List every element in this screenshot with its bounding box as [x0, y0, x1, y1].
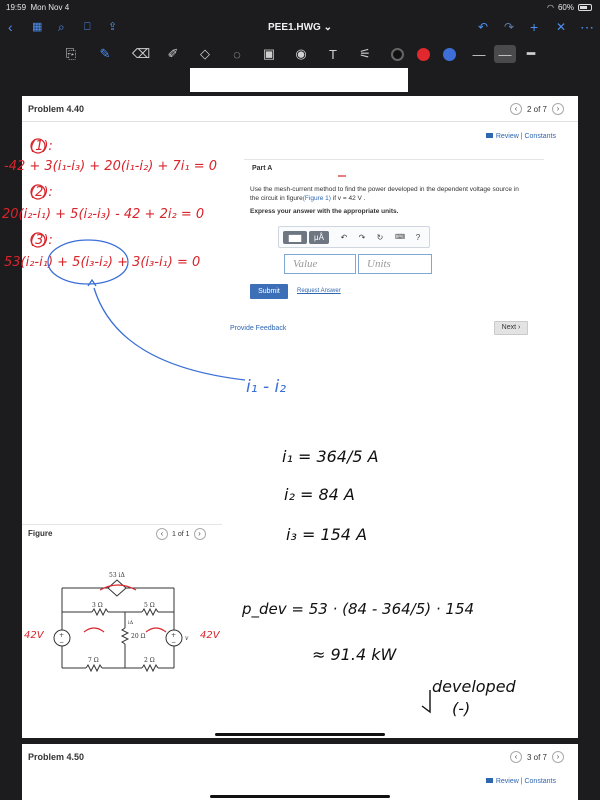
page-header [22, 96, 578, 122]
svg-text:+: + [171, 632, 177, 639]
medium-line-icon[interactable]: — [494, 45, 516, 63]
dependent-source-label: 53 iΔ [109, 572, 125, 579]
mesh-1-label: (1): [30, 139, 53, 154]
status-time [6, 3, 69, 12]
source-v-label: v [185, 635, 189, 642]
dependent-source-diamond [108, 580, 126, 596]
battery-percent: 60% [557, 3, 574, 12]
i1-result: i₁ = 364/5 A [282, 447, 379, 466]
problem-counter: 3 of 7 [526, 752, 547, 762]
mesh-2-label: (2): [30, 185, 53, 200]
review-constants-link[interactable] [486, 133, 556, 140]
prev-figure-button[interactable]: ‹ [156, 528, 168, 540]
grid-icon[interactable]: ▦ [32, 21, 43, 33]
problem-title: Problem 4.40 [28, 104, 85, 114]
next-figure-button[interactable]: › [194, 528, 206, 540]
home-indicator [210, 795, 390, 798]
figure-label: Figure [28, 529, 53, 538]
circuit-diagram [52, 572, 212, 682]
mesh-2-equation: 20(i₂-i₁) + 5(i₂-i₃) - 42 + 2i₂ = 0 [2, 207, 205, 222]
bookmark-icon[interactable]: ⎕ [84, 21, 91, 33]
next-problem-button[interactable]: › [552, 751, 564, 763]
left-source-note: 42V [24, 630, 44, 641]
question-line-2: the circuit in figure [250, 195, 303, 202]
date-text: Mon Nov 4 [30, 3, 70, 12]
power-result: ≈ 91.4 kW [312, 645, 397, 664]
next-button[interactable]: Next › [494, 321, 528, 335]
resistor-7-ohm [86, 665, 102, 671]
resistor-20-ohm [122, 628, 128, 644]
plus-icon[interactable]: + [530, 19, 539, 35]
problem-counter: 2 of 7 [526, 104, 547, 114]
units-symbol-button[interactable]: μÅ [309, 231, 329, 244]
next-label: Next [501, 324, 517, 331]
lasso-icon[interactable]: ◌ [233, 46, 241, 62]
page-scroll-indicator [215, 733, 385, 736]
laser-icon[interactable]: ⚟ [359, 46, 371, 61]
help-icon[interactable]: ? [415, 233, 421, 242]
r-top-left-label: 3 Ω [92, 602, 103, 609]
text-icon[interactable]: T [329, 46, 337, 62]
equation-editor-toolbar [278, 226, 430, 248]
svg-text:−: − [171, 639, 177, 646]
part-label: Part A [252, 165, 273, 172]
i3-result: i₃ = 154 A [286, 525, 368, 544]
title-text: PEE1.HWG [268, 22, 321, 33]
navigation-bar [0, 14, 600, 40]
right-source-note: 42V [200, 630, 220, 641]
figure-pager [156, 528, 206, 540]
color-black[interactable] [388, 45, 406, 63]
part-a-header [244, 159, 544, 175]
annotation-toolbar [0, 40, 600, 68]
keyboard-icon[interactable]: ⌨ [394, 234, 406, 241]
color-blue[interactable] [440, 45, 458, 63]
i2-result: i₂ = 84 A [284, 485, 355, 504]
prev-problem-button[interactable]: ‹ [510, 103, 522, 115]
figure-divider [22, 524, 222, 525]
substitution-note: i₁ - i₂ [246, 377, 287, 397]
pen-icon[interactable]: ✎ [99, 46, 111, 61]
power-expression: p_dev = 53 · (84 - 364/5) · 154 [242, 600, 475, 618]
undo-icon[interactable]: ↶ [340, 233, 348, 242]
current-label: iΔ [128, 620, 134, 626]
r-top-right-label: 5 Ω [144, 602, 155, 609]
thick-line-icon[interactable]: ━ [527, 46, 535, 61]
r-mid-label: 20 Ω [131, 633, 146, 640]
share-icon[interactable]: ⇪ [108, 21, 118, 33]
figure-link[interactable]: (Figure 1) [302, 195, 331, 202]
back-icon[interactable]: ‹ [8, 19, 13, 35]
review-constants-link[interactable] [486, 778, 556, 785]
reset-icon[interactable]: ↻ [376, 233, 384, 242]
mesh-3-equation: 53(i₂-i₁) + 5(i₃-i₂) + 3(i₃-i₁) = 0 [4, 255, 201, 270]
resistor-2-ohm [142, 665, 158, 671]
battery-status [547, 3, 592, 12]
svg-text:+: + [59, 632, 65, 639]
document-page-problem-4-40 [22, 96, 578, 738]
negative-sign-note: (-) [452, 699, 471, 718]
provide-feedback-link[interactable]: Provide Feedback [230, 325, 287, 332]
problem-pager [510, 751, 564, 763]
mesh-3-label: (3): [30, 233, 53, 248]
question-line-1: Use the mesh-current method to find the power developed in the dependent voltage source in [250, 186, 519, 193]
shapes-icon[interactable]: ◇ [200, 46, 210, 61]
wifi-icon: ◠ [547, 3, 554, 12]
review-text: Review | Constants [495, 778, 556, 785]
resistor-5-ohm [142, 609, 158, 615]
book-icon [486, 133, 493, 138]
highlighter-icon[interactable]: ✐ [167, 46, 179, 61]
question-text [250, 185, 550, 203]
page-header [22, 744, 578, 770]
book-icon [486, 778, 493, 783]
eraser-icon[interactable]: ⌫ [131, 46, 151, 61]
page-top-fragment [190, 68, 408, 92]
next-problem-button[interactable]: › [552, 103, 564, 115]
figure-counter: 1 of 1 [172, 530, 190, 538]
svg-text:−: − [59, 639, 65, 646]
review-text: Review | Constants [495, 133, 556, 140]
status-bar [0, 0, 600, 14]
scan-icon[interactable]: ⎘ [65, 46, 77, 61]
problem-pager [510, 103, 564, 115]
camera-icon[interactable]: ◉ [295, 46, 307, 61]
document-page-problem-4-50 [22, 744, 578, 800]
redo-icon[interactable]: ↷ [358, 233, 366, 242]
units-input[interactable]: Units [358, 254, 432, 274]
prev-problem-button[interactable]: ‹ [510, 751, 522, 763]
developed-note: developed [432, 677, 516, 696]
mesh-1-equation: -42 + 3(i₁-i₃) + 20(i₁-i₂) + 7i₁ = 0 [4, 159, 218, 174]
redo-icon[interactable]: ↷ [504, 20, 515, 34]
image-icon[interactable]: ▣ [262, 46, 276, 61]
thin-line-icon[interactable]: — [472, 46, 486, 62]
battery-icon [578, 4, 592, 11]
search-icon[interactable]: ⌕ [58, 20, 65, 34]
document-title[interactable]: PEE1.HWG ⌄ [268, 22, 332, 33]
more-icon[interactable]: ⋯ [580, 19, 594, 35]
r-bottom-right-label: 2 Ω [144, 657, 155, 664]
question-line-2-end: if v = 42 V . [330, 195, 366, 202]
r-bottom-left-label: 7 Ω [88, 657, 99, 664]
value-input[interactable]: Value [284, 254, 356, 274]
color-red[interactable] [414, 45, 432, 63]
request-answer-link[interactable]: Request Answer [297, 288, 341, 294]
close-icon[interactable]: ✕ [556, 20, 567, 34]
templates-button[interactable]: ▆▆ [283, 231, 307, 244]
time-text: 19:59 [6, 3, 27, 12]
undo-icon[interactable]: ↶ [478, 20, 489, 34]
problem-title: Problem 4.50 [28, 752, 85, 762]
resistor-3-ohm [92, 609, 108, 615]
instructions-text: Express your answer with the appropriate units. [250, 208, 399, 215]
submit-button[interactable]: Submit [250, 284, 288, 299]
